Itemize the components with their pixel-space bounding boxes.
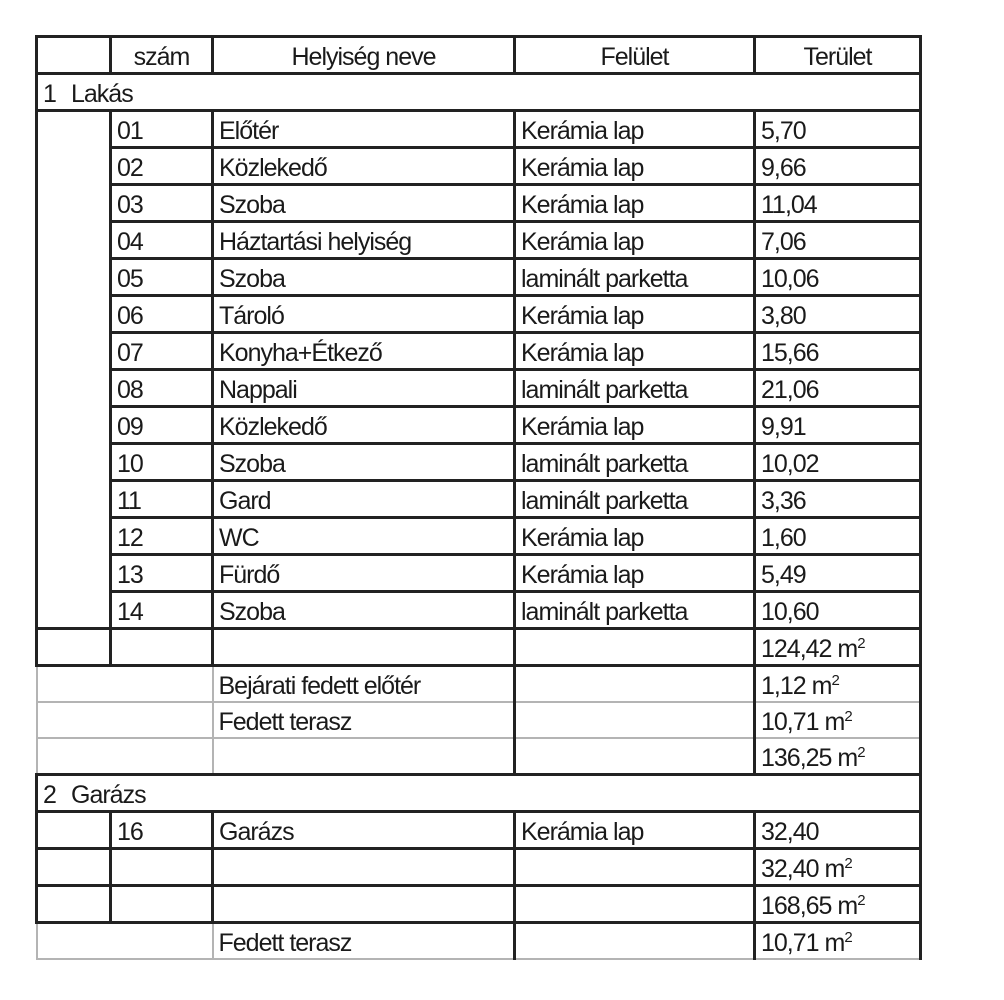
blank-cell	[37, 185, 111, 222]
table-row	[37, 148, 921, 185]
section-1-row	[37, 74, 921, 111]
section-1-title-cell	[37, 74, 921, 111]
table-row	[37, 370, 921, 407]
room-surface: Kerámia lap	[515, 812, 755, 849]
room-num: 01	[111, 111, 213, 148]
blank-cell	[37, 849, 111, 886]
room-area: 7,06	[755, 222, 921, 259]
room-name: Konyha+Étkező	[213, 333, 515, 370]
blank-cell	[37, 812, 111, 849]
blank-cell	[37, 481, 111, 518]
blank-cell	[37, 666, 213, 703]
room-num: 16	[111, 812, 213, 849]
blank-cell	[111, 849, 213, 886]
room-name: Gard	[213, 481, 515, 518]
header-row	[37, 37, 921, 74]
room-surface: Kerámia lap	[515, 518, 755, 555]
room-area: 3,36	[755, 481, 921, 518]
blank-cell	[37, 111, 111, 148]
section-2-subtotal: 32,40 $m^2$	[755, 849, 921, 886]
room-area: 21,06	[755, 370, 921, 407]
room-num: 09	[111, 407, 213, 444]
room-area: 10,02	[755, 444, 921, 481]
room-area-table	[35, 35, 922, 960]
blank-cell	[37, 592, 111, 629]
room-num: 13	[111, 555, 213, 592]
blank-cell	[37, 886, 111, 923]
room-name: Közlekedő	[213, 407, 515, 444]
room-name: Szoba	[213, 444, 515, 481]
room-area: 5,70	[755, 111, 921, 148]
room-area: 9,91	[755, 407, 921, 444]
room-num: 10	[111, 444, 213, 481]
room-surface: Kerámia lap	[515, 407, 755, 444]
room-surface: laminált parketta	[515, 592, 755, 629]
section-2-number: 2	[43, 781, 56, 809]
blank-cell	[515, 629, 755, 666]
table-row	[37, 555, 921, 592]
blank-cell	[213, 849, 515, 886]
room-area: 11,04	[755, 185, 921, 222]
blank-cell	[37, 407, 111, 444]
table-row	[37, 259, 921, 296]
header-blank-cell	[37, 37, 111, 74]
room-name: Nappali	[213, 370, 515, 407]
room-area: 10,60	[755, 592, 921, 629]
room-area: 32,40	[755, 812, 921, 849]
room-num: 11	[111, 481, 213, 518]
room-num: 07	[111, 333, 213, 370]
room-num: 02	[111, 148, 213, 185]
grand-total-row	[37, 886, 921, 923]
blank-cell	[37, 222, 111, 259]
grand-total: 168,65 $m^2$	[755, 886, 921, 923]
room-surface: laminált parketta	[515, 370, 755, 407]
blank-cell	[213, 886, 515, 923]
table-row	[37, 111, 921, 148]
table-row	[37, 518, 921, 555]
room-area: 5,49	[755, 555, 921, 592]
room-name: Szoba	[213, 185, 515, 222]
room-surface: Kerámia lap	[515, 185, 755, 222]
section-2-title-cell	[37, 775, 921, 812]
extra-row	[37, 923, 921, 960]
blank-cell	[37, 333, 111, 370]
table-row	[37, 222, 921, 259]
blank-cell	[515, 738, 755, 775]
table-body	[37, 37, 921, 960]
blank-cell	[37, 923, 213, 960]
section-2-title: Garázs	[71, 781, 146, 809]
blank-cell	[37, 444, 111, 481]
blank-cell	[37, 259, 111, 296]
section-2-subtotal-row	[37, 849, 921, 886]
section-1-total-row	[37, 738, 921, 775]
room-name: Háztartási helyiség	[213, 222, 515, 259]
extra-name: Bejárati fedett előtér	[213, 666, 515, 703]
blank-cell	[37, 518, 111, 555]
extra-row	[37, 702, 921, 738]
table-row	[37, 592, 921, 629]
room-area: 1,60	[755, 518, 921, 555]
room-name: Tároló	[213, 296, 515, 333]
room-surface: Kerámia lap	[515, 148, 755, 185]
room-surface: laminált parketta	[515, 481, 755, 518]
section-1-total: 136,25 $m^2$	[755, 738, 921, 775]
blank-cell	[213, 738, 515, 775]
room-num: 06	[111, 296, 213, 333]
room-name: Közlekedő	[213, 148, 515, 185]
header-name: Helyiség neve	[213, 37, 515, 74]
blank-cell	[213, 629, 515, 666]
section-2-row	[37, 775, 921, 812]
room-surface: Kerámia lap	[515, 296, 755, 333]
room-surface: Kerámia lap	[515, 555, 755, 592]
room-area: 15,66	[755, 333, 921, 370]
blank-cell	[515, 702, 755, 738]
room-surface: Kerámia lap	[515, 111, 755, 148]
blank-cell	[515, 886, 755, 923]
room-num: 12	[111, 518, 213, 555]
room-area: 3,80	[755, 296, 921, 333]
header-num: szám	[111, 37, 213, 74]
blank-cell	[37, 555, 111, 592]
room-surface: laminált parketta	[515, 444, 755, 481]
section-1-number: 1	[43, 80, 56, 108]
extra-area: 10,71 $m^2$	[755, 923, 921, 960]
blank-cell	[37, 702, 213, 738]
section-1-subtotal: 124,42 $m^2$	[755, 629, 921, 666]
blank-cell	[37, 148, 111, 185]
table-row	[37, 444, 921, 481]
room-surface: Kerámia lap	[515, 222, 755, 259]
header-area: Terület	[755, 37, 921, 74]
extra-row	[37, 666, 921, 703]
section-1-title: Lakás	[71, 80, 133, 108]
room-num: 04	[111, 222, 213, 259]
room-name: WC	[213, 518, 515, 555]
room-num: 05	[111, 259, 213, 296]
room-num: 08	[111, 370, 213, 407]
room-name: Fürdő	[213, 555, 515, 592]
room-name: Előtér	[213, 111, 515, 148]
table-row	[37, 481, 921, 518]
extra-area: 1,12 $m^2$	[755, 666, 921, 703]
blank-cell	[37, 629, 111, 666]
table-row	[37, 296, 921, 333]
blank-cell	[111, 629, 213, 666]
room-name: Szoba	[213, 259, 515, 296]
blank-cell	[37, 370, 111, 407]
room-surface: Kerámia lap	[515, 333, 755, 370]
room-name: Szoba	[213, 592, 515, 629]
room-num: 14	[111, 592, 213, 629]
room-num: 03	[111, 185, 213, 222]
room-area: 9,66	[755, 148, 921, 185]
room-area: 10,06	[755, 259, 921, 296]
blank-cell	[111, 886, 213, 923]
blank-cell	[515, 666, 755, 703]
blank-cell	[515, 849, 755, 886]
table-row	[37, 407, 921, 444]
room-name: Garázs	[213, 812, 515, 849]
header-surface: Felület	[515, 37, 755, 74]
blank-cell	[37, 296, 111, 333]
extra-area: 10,71 $m^2$	[755, 702, 921, 738]
blank-cell	[515, 923, 755, 960]
section-1-subtotal-row	[37, 629, 921, 666]
table-row	[37, 812, 921, 849]
table-row	[37, 185, 921, 222]
room-surface: laminált parketta	[515, 259, 755, 296]
blank-cell	[37, 738, 213, 775]
table-row	[37, 333, 921, 370]
extra-name: Fedett terasz	[213, 923, 515, 960]
extra-name: Fedett terasz	[213, 702, 515, 738]
